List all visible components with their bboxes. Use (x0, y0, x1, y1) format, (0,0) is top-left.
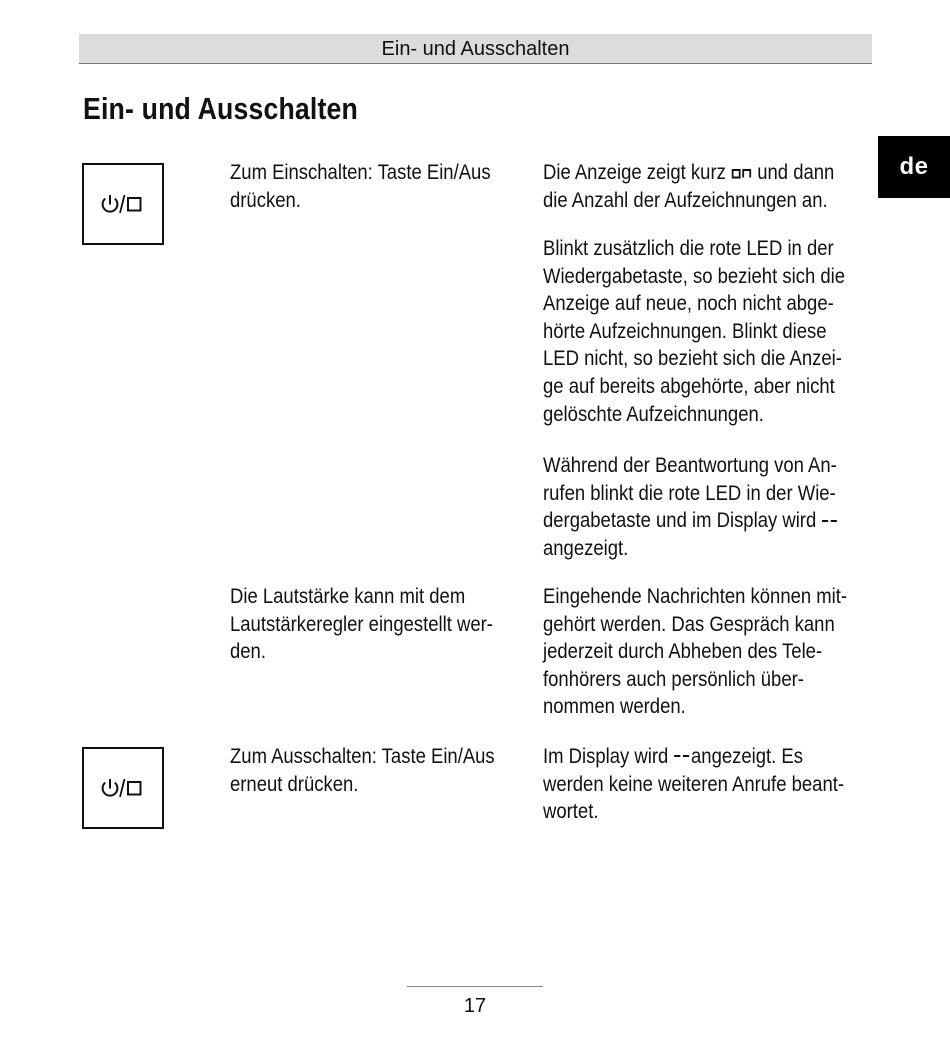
incoming-messages-description (543, 583, 889, 721)
text-line: wortet. (543, 800, 599, 824)
text-line: angezeigt. (543, 536, 629, 560)
text-line: hörte Aufzeichnungen. Blinkt diese (543, 319, 827, 343)
text-line: LED nicht, so bezieht sich die Anzei- (543, 347, 842, 371)
text-line: den. (230, 640, 266, 664)
text-line: Wiedergabetaste, so bezieht sich die (543, 264, 846, 288)
text-line: gelöschte Aufzeichnungen. (543, 402, 764, 426)
switch-off-description (543, 743, 885, 826)
text-line: nommen werden. (543, 695, 686, 719)
display-dash-symbol (821, 507, 839, 535)
instruction-switch-on (230, 159, 526, 214)
text-line: die Anzahl der Aufzeichnungen an. (543, 188, 828, 212)
display-description (543, 159, 874, 214)
text-line: jederzeit durch Abheben des Tele- (543, 640, 823, 664)
text-line: erneut drücken. (230, 772, 359, 796)
power-key-icon (82, 163, 164, 245)
text-line: ge auf bereits abgehörte, aber nicht (543, 374, 835, 398)
text-line: rufen blinkt die rote LED in der Wie- (543, 481, 836, 505)
led-description (543, 235, 886, 428)
answering-description (543, 452, 879, 562)
power-standby-symbol-icon (99, 777, 147, 799)
footer-divider (407, 986, 543, 987)
text-line: gehört werden. Das Gespräch kann (543, 612, 835, 636)
text-line: Die Lautstärke kann mit dem (230, 585, 466, 608)
display-on-symbol (731, 159, 752, 187)
text-line: drücken. (230, 188, 301, 212)
text-line: Lautstärkeregler eingestellt wer- (230, 612, 493, 636)
text-line: Im Display wird angezeigt. Es (543, 743, 844, 771)
text-line: fonhörers auch persönlich über- (543, 667, 804, 691)
text-line: Während der Beantwortung von An- (543, 454, 837, 477)
text-line: Blinkt zusätzlich die rote LED in der (543, 237, 834, 260)
text-line: Die Anzeige zeigt kurz und dann (543, 159, 834, 187)
instruction-switch-off (230, 743, 531, 798)
text-line: werden keine weiteren Anrufe beant- (543, 772, 845, 796)
text-line: dergabetaste und im Display wird (543, 507, 839, 535)
text-line: Anzeige auf neue, noch nicht abge- (543, 292, 834, 316)
text-line: Zum Ausschalten: Taste Ein/Aus (230, 745, 495, 768)
page-number: 17 (463, 995, 487, 1017)
text-line: Eingehende Nachrichten können mit- (543, 585, 848, 608)
language-tab: de (878, 136, 950, 198)
power-standby-symbol-icon (99, 193, 147, 215)
display-dash-symbol (673, 743, 691, 771)
volume-instruction (230, 583, 529, 666)
power-key-icon (82, 747, 164, 829)
running-header: Ein- und Ausschalten (79, 34, 872, 64)
page-title: Ein- und Ausschalten (83, 91, 359, 126)
text-line: Zum Einschalten: Taste Ein/Aus (230, 161, 491, 184)
